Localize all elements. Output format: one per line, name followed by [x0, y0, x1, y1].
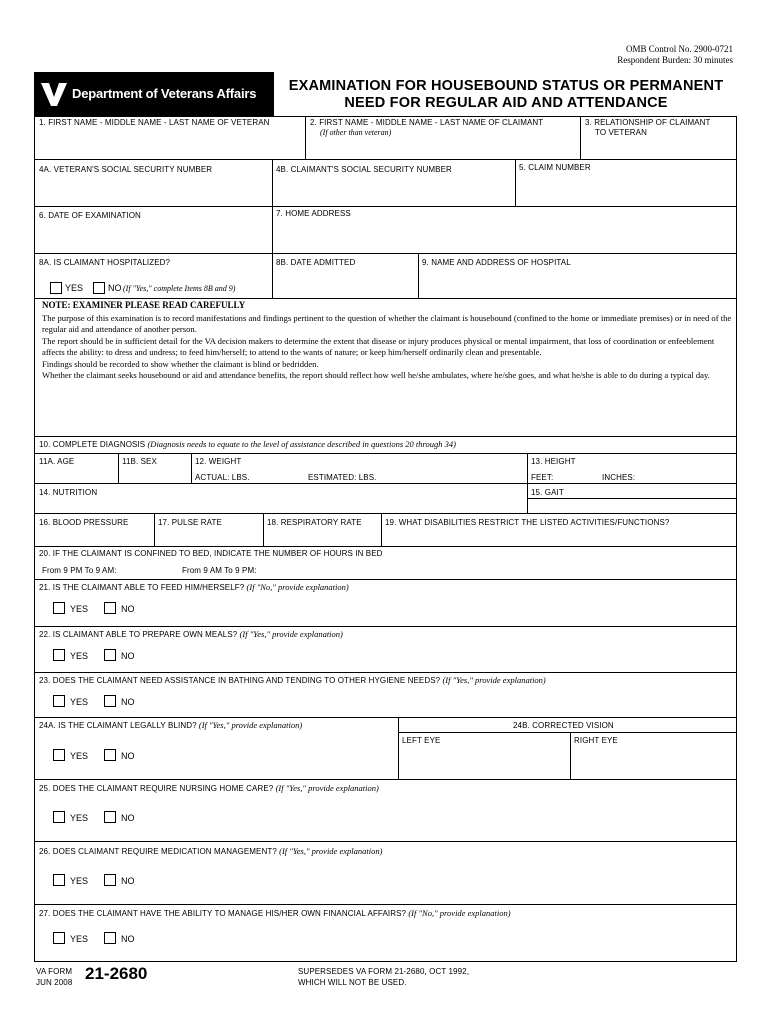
field-8a-no-label: NO: [108, 283, 122, 293]
field-22-no-checkbox[interactable]: [104, 649, 116, 661]
field-22-label: 22. IS CLAIMANT ABLE TO PREPARE OWN MEALS? (If "Yes," provide explanation): [39, 629, 343, 639]
va-seal-icon: [40, 80, 68, 108]
field-27-yes-label: YES: [70, 934, 89, 944]
field-20-am-label: From 9 AM To 9 PM:: [182, 566, 257, 575]
note-paragraph-4: Whether the claimant seeks housebound or aid and attendance benefits, the report should reflect how well he/she ambulates, where he/she goes, and what he/she is able to do during a typical day.: [42, 370, 710, 381]
field-25-yes-label: YES: [70, 813, 89, 823]
field-21-no-label: NO: [121, 604, 135, 614]
field-12-label: 12. WEIGHT: [195, 457, 242, 466]
field-6-label: 6. DATE OF EXAMINATION: [39, 211, 141, 220]
note-paragraph-3: Findings should be recorded to show whether the claimant is blind or bedridden.: [42, 358, 319, 369]
field-22-yes-checkbox[interactable]: [53, 649, 65, 661]
field-13-inches: INCHES:: [602, 473, 636, 482]
form-title-line2: NEED FOR REGULAR AID AND ATTENDANCE: [344, 95, 668, 111]
field-22-no-label: NO: [121, 651, 135, 661]
field-4a-label: 4A. VETERAN'S SOCIAL SECURITY NUMBER: [39, 165, 213, 174]
respondent-burden: Respondent Burden: 30 minutes: [617, 55, 733, 65]
field-20-pm-label: From 9 PM To 9 AM:: [42, 566, 117, 575]
field-7-label: 7. HOME ADDRESS: [276, 209, 351, 218]
field-12-actual: ACTUAL: LBS.: [195, 473, 250, 482]
field-8a-no-checkbox[interactable]: [93, 282, 105, 294]
examiner-note: [42, 313, 732, 381]
field-13-label: 13. HEIGHT: [531, 457, 576, 466]
field-24a-yes-label: YES: [70, 751, 89, 761]
field-9-label: 9. NAME AND ADDRESS OF HOSPITAL: [422, 258, 571, 267]
field-8b-label: 8B. DATE ADMITTED: [276, 258, 356, 267]
field-4b-label: 4B. CLAIMANT'S SOCIAL SECURITY NUMBER: [276, 165, 452, 174]
field-27-yes-checkbox[interactable]: [53, 932, 65, 944]
field-18-label: 18. RESPIRATORY RATE: [267, 518, 362, 527]
field-2-label: 2. FIRST NAME - MIDDLE NAME - LAST NAME OF CLAIMANT: [310, 118, 544, 127]
field-26-yes-checkbox[interactable]: [53, 874, 65, 886]
field-25-label: 25. DOES THE CLAIMANT REQUIRE NURSING HOME CARE? (If "Yes," provide explanation): [39, 783, 379, 793]
field-14-label: 14. NUTRITION: [39, 488, 98, 497]
note-paragraph-1: The purpose of this examination is to record manifestations and findings pertinent to the question of whether the claimant is housebound (confined to the home or immediate premises) or in need of the regular aid and attendance of another person.: [42, 313, 732, 335]
field-13-feet: FEET:: [531, 473, 554, 482]
field-11b-label: 11B. SEX: [122, 457, 157, 466]
footer-form-number: 21-2680: [85, 964, 148, 983]
field-26-no-checkbox[interactable]: [104, 874, 116, 886]
field-26-label: 26. DOES CLAIMANT REQUIRE MEDICATION MANAGEMENT? (If "Yes," provide explanation): [39, 846, 383, 856]
field-21-yes-label: YES: [70, 604, 89, 614]
field-24b-label: 24B. CORRECTED VISION: [513, 721, 614, 730]
form-frame: [34, 116, 737, 962]
field-24b-right-eye: RIGHT EYE: [574, 736, 618, 745]
omb-control-number: OMB Control No. 2900-0721: [625, 44, 733, 54]
field-5-label: 5. CLAIM NUMBER: [519, 163, 591, 172]
field-8a-label: 8A. IS CLAIMANT HOSPITALIZED?: [39, 258, 171, 267]
field-24a-yes-checkbox[interactable]: [53, 749, 65, 761]
footer-supersedes: SUPERSEDES VA FORM 21-2680, OCT 1992, WHICH WILL NOT BE USED.: [298, 967, 470, 987]
field-17-label: 17. PULSE RATE: [158, 518, 222, 527]
field-26-yes-label: YES: [70, 876, 89, 886]
field-23-yes-checkbox[interactable]: [53, 695, 65, 707]
field-27-label: 27. DOES THE CLAIMANT HAVE THE ABILITY TO MANAGE HIS/HER OWN FINANCIAL AFFAIRS? (If "No," provide explanation): [39, 908, 511, 918]
field-23-no-checkbox[interactable]: [104, 695, 116, 707]
field-10-label: 10. COMPLETE DIAGNOSIS (Diagnosis needs to equate to the level of assistance described in questions 20 through 34): [39, 439, 456, 449]
note-paragraph-2: The report should be in sufficient detail for the VA decision makers to determine the extent that disease or injury produces physical or mental impairment, that loss of coordination or enfeeblement affects the ability: to dress and undress; to feed him/herself; to attend to the wants of nature; or keep him/herself ordinarily clean and presentable.: [42, 335, 715, 358]
field-24a-no-checkbox[interactable]: [104, 749, 116, 761]
form-title: [276, 78, 736, 112]
field-21-no-checkbox[interactable]: [104, 602, 116, 614]
field-24a-no-label: NO: [121, 751, 135, 761]
field-8a-yes-checkbox[interactable]: [50, 282, 62, 294]
field-24b-left-eye: LEFT EYE: [402, 736, 441, 745]
field-23-yes-label: YES: [70, 697, 89, 707]
note-title: NOTE: EXAMINER PLEASE READ CAREFULLY: [42, 300, 246, 310]
field-26-no-label: NO: [121, 876, 135, 886]
field-23-no-label: NO: [121, 697, 135, 707]
field-1-label: 1. FIRST NAME - MIDDLE NAME - LAST NAME OF VETERAN: [39, 118, 270, 127]
footer-form-label: VA FORM JUN 2008: [36, 967, 73, 987]
va-logo-banner: [34, 72, 274, 116]
omb-info: [560, 44, 733, 66]
field-21-yes-checkbox[interactable]: [53, 602, 65, 614]
field-27-no-checkbox[interactable]: [104, 932, 116, 944]
field-20-label: 20. IF THE CLAIMANT IS CONFINED TO BED, INDICATE THE NUMBER OF HOURS IN BED: [39, 549, 383, 558]
field-8a-note: (If "Yes," complete Items 8B and 9): [123, 284, 236, 293]
field-25-no-label: NO: [121, 813, 135, 823]
form-title-line1: EXAMINATION FOR HOUSEBOUND STATUS OR PERMANENT: [288, 78, 724, 94]
field-25-no-checkbox[interactable]: [104, 811, 116, 823]
field-8a-yes-label: YES: [65, 283, 84, 293]
field-27-no-label: NO: [121, 934, 135, 944]
agency-name: Department of Veterans Affairs: [72, 86, 257, 101]
field-24a-label: 24A. IS THE CLAIMANT LEGALLY BLIND? (If "Yes," provide explanation): [39, 720, 303, 730]
field-19-label: 19. WHAT DISABILITIES RESTRICT THE LISTED ACTIVITIES/FUNCTIONS?: [385, 518, 670, 527]
field-15-label: 15. GAIT: [531, 488, 564, 497]
field-21-label: 21. IS THE CLAIMANT ABLE TO FEED HIM/HERSELF? (If "No," provide explanation): [39, 582, 349, 592]
field-12-estimated: ESTIMATED: LBS.: [308, 473, 377, 482]
field-16-label: 16. BLOOD PRESSURE: [39, 518, 129, 527]
field-3-label: 3. RELATIONSHIP OF CLAIMANT TO VETERAN: [585, 118, 711, 137]
field-25-yes-checkbox[interactable]: [53, 811, 65, 823]
field-23-label: 23. DOES THE CLAIMANT NEED ASSISTANCE IN BATHING AND TENDING TO OTHER HYGIENE NEEDS? (If "Yes," provide explanation): [39, 675, 546, 685]
field-11a-label: 11A. AGE: [39, 457, 75, 466]
field-22-yes-label: YES: [70, 651, 89, 661]
field-2-note: (If other than veteran): [320, 128, 392, 137]
